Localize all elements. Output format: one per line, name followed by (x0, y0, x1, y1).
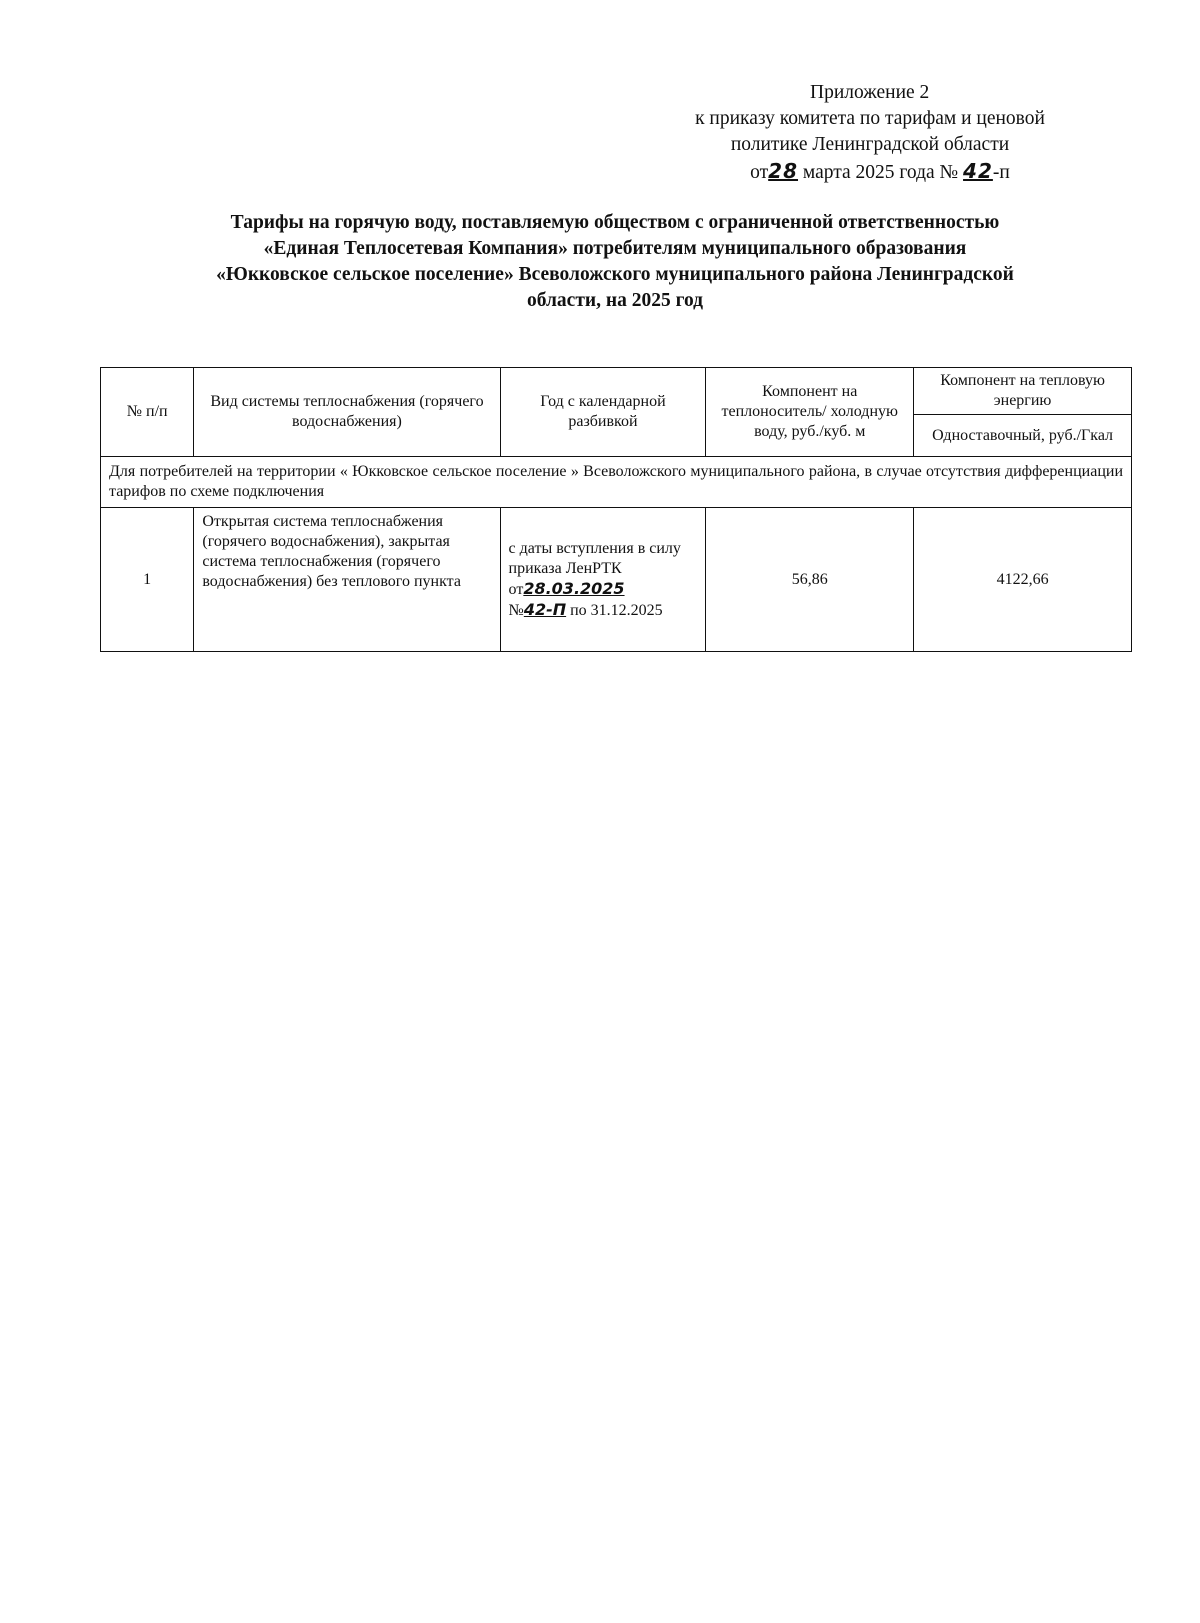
handwritten-order-number: 42 (963, 159, 993, 183)
date-prefix: от (750, 162, 769, 183)
title-line3: «Юкковское сельское поселение» Всеволожского муниципального района Ленинградской (216, 264, 1014, 285)
row-carrier-value: 56,86 (706, 508, 914, 652)
header-energy: Компонент на тепловую энергию (914, 368, 1132, 415)
header-energy-sub: Одноставочный, руб./Гкал (914, 415, 1132, 457)
row-energy-value: 4122,66 (914, 508, 1132, 652)
tariff-table (100, 367, 1132, 652)
date-middle: марта 2025 года № (802, 162, 959, 183)
header-system: Вид системы теплоснабжения (горячего водоснабжения) (194, 368, 500, 457)
order-suffix: -п (992, 162, 1010, 183)
row-period (500, 508, 706, 652)
row-num: 1 (101, 508, 194, 652)
title-line1: Тарифы на горячую воду, поставляемую обществом с ограниченной ответственностью (230, 212, 1000, 233)
header-num: № п/п (101, 368, 194, 457)
period-text1: с даты вступления в силу приказа ЛенРТК от (508, 539, 681, 598)
title-line4: области, на 2025 год (526, 290, 704, 311)
header-carrier: Компонент на теплоноситель/ холодную воду, руб./куб. м (706, 368, 914, 457)
appendix-label: Приложение 2 (810, 82, 930, 103)
order-date-line (600, 158, 1140, 186)
table-header-row (101, 368, 1132, 415)
header-year: Год с календарной разбивкой (500, 368, 706, 457)
table-row (101, 508, 1132, 652)
document-title (110, 210, 1120, 314)
handwritten-day: 28 (768, 159, 799, 183)
title-line2: «Единая Теплосетевая Компания» потребителям муниципального образования (263, 238, 967, 259)
row-system: Открытая система теплоснабжения (горячего водоснабжения), закрытая система теплоснабжения (горячего водоснабжения) без теплового пункта (194, 508, 500, 652)
period-text2: по 31.12.2025 (570, 601, 663, 619)
consumer-note-row (101, 457, 1132, 508)
order-reference-line2: политике Ленинградской области (730, 134, 1010, 155)
consumer-note: Для потребителей на территории « Юкковское сельское поселение » Всеволожского муниципального района, в случае отсутствия дифференциации тарифов по схеме подключения (101, 457, 1132, 508)
handwritten-period-number: 42-П (523, 599, 567, 619)
order-reference-line1: к приказу комитета по тарифам и ценовой (695, 108, 1045, 129)
appendix-header (600, 80, 1140, 186)
handwritten-period-date: 28.03.2025 (523, 578, 625, 598)
period-no-prefix: № (508, 601, 524, 619)
